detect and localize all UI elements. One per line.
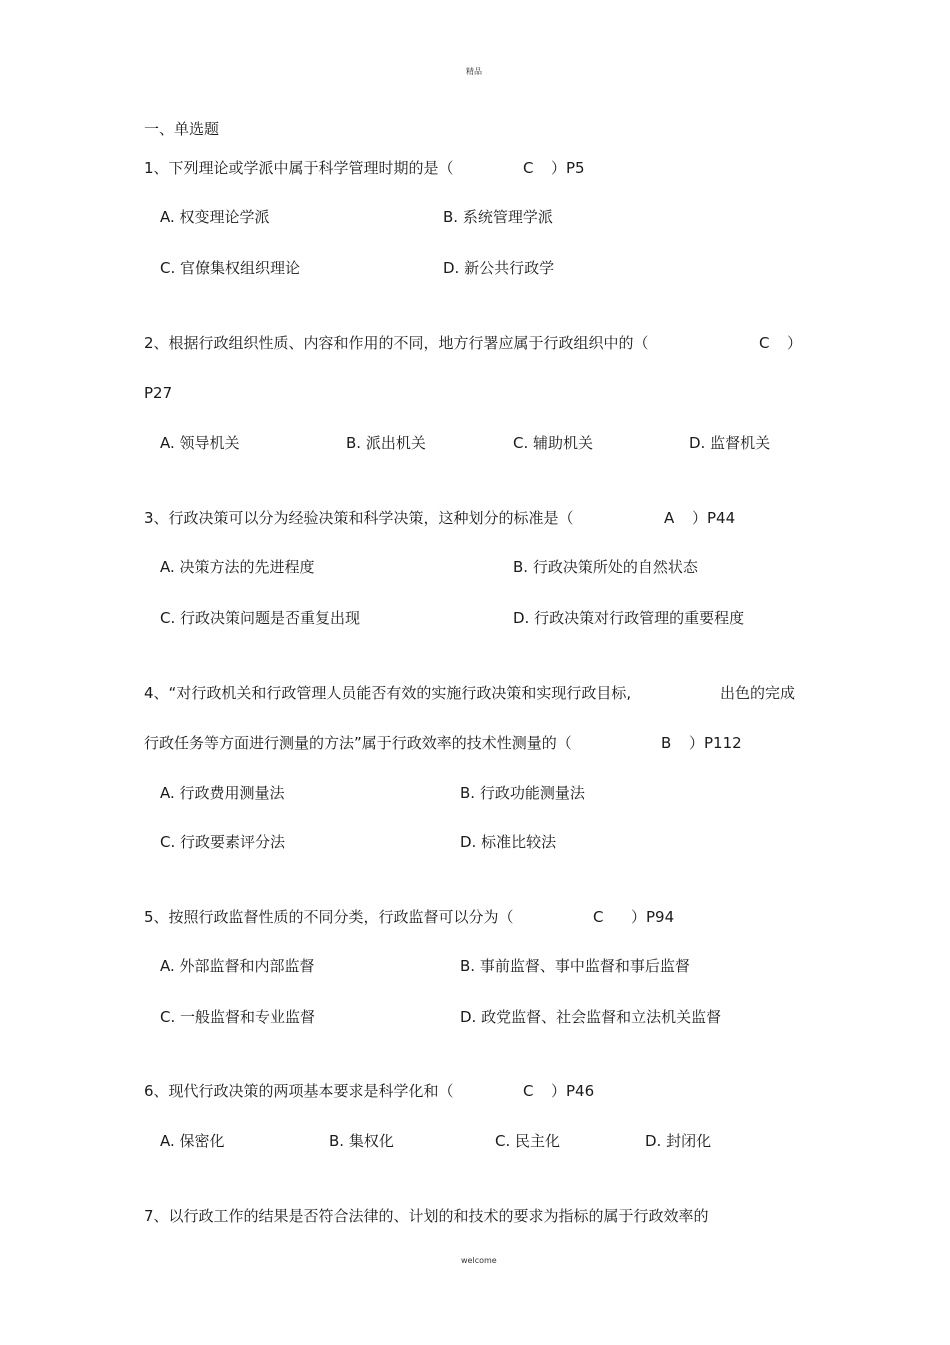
question-3-option-c: C. 行政决策问题是否重复出现 — [160, 609, 361, 627]
question-1-answer: C — [523, 159, 534, 177]
question-4-page-ref: ）P112 — [689, 734, 742, 752]
question-4-stem-cont: 行政任务等方面进行测量的方法”属于行政效率的技术性测量的（ — [144, 734, 572, 752]
question-6-stem: 6、现代行政决策的两项基本要求是科学化和（ — [144, 1082, 454, 1100]
question-4-option-d: D. 标准比较法 — [460, 833, 557, 851]
question-4-stem: 4、“对行政机关和行政管理人员能否有效的实施行政决策和实现行政目标, — [144, 684, 632, 702]
question-1-option-a: A. 权变理论学派 — [160, 208, 270, 226]
question-5-option-a: A. 外部监督和内部监督 — [160, 957, 315, 975]
question-2-option-d: D. 监督机关 — [689, 434, 771, 452]
question-5-page-ref: ）P94 — [631, 908, 675, 926]
question-3-option-b: B. 行政决策所处的自然状态 — [513, 558, 698, 576]
question-1-page-ref: ）P5 — [551, 159, 585, 177]
section-title: 一、单选题 — [144, 120, 220, 138]
question-stem-text: 1、下列理论或学派中属于科学管理时期的是（ — [144, 159, 454, 177]
question-4-option-a: A. 行政费用测量法 — [160, 784, 285, 802]
question-2-option-a: A. 领导机关 — [160, 434, 240, 452]
question-1-option-d: D. 新公共行政学 — [443, 259, 555, 277]
question-5-answer: C — [593, 908, 604, 926]
question-6-option-b: B. 集权化 — [329, 1132, 394, 1150]
question-3-option-d: D. 行政决策对行政管理的重要程度 — [513, 609, 745, 627]
question-6-answer: C — [523, 1082, 534, 1100]
question-4-option-c: C. 行政要素评分法 — [160, 833, 286, 851]
question-2-close: ） — [787, 334, 803, 352]
question-4-stem-tail: 出色的完成 — [720, 684, 796, 702]
question-6-option-d: D. 封闭化 — [645, 1132, 712, 1150]
question-2-option-b: B. 派出机关 — [346, 434, 426, 452]
question-1-option-c: C. 官僚集权组织理论 — [160, 259, 301, 277]
question-2-stem: 2、根据行政组织性质、内容和作用的不同，地方行署应属于行政组织中的（ — [144, 334, 649, 352]
question-3-stem: 3、行政决策可以分为经验决策和科学决策，这种划分的标准是（ — [144, 509, 574, 527]
question-1-stem — [144, 158, 454, 178]
page-footer: welcome — [461, 1256, 497, 1265]
question-3-answer: A — [664, 509, 675, 527]
question-2-page-ref: P27 — [144, 384, 173, 402]
question-3-page-ref: ）P44 — [692, 509, 736, 527]
question-1-option-b: B. 系统管理学派 — [443, 208, 553, 226]
question-5-option-c: C. 一般监督和专业监督 — [160, 1008, 316, 1026]
question-6-page-ref: ）P46 — [551, 1082, 595, 1100]
question-5-option-b: B. 事前监督、事中监督和事后监督 — [460, 957, 690, 975]
question-2-option-c: C. 辅助机关 — [513, 434, 594, 452]
question-4-option-b: B. 行政功能测量法 — [460, 784, 585, 802]
question-7-stem: 7、以行政工作的结果是否符合法律的、计划的和技术的要求为指标的属于行政效率的 — [144, 1207, 709, 1225]
question-4-answer: B — [661, 734, 672, 752]
question-5-stem: 5、按照行政监督性质的不同分类，行政监督可以分为（ — [144, 908, 514, 926]
question-5-option-d: D. 政党监督、社会监督和立法机关监督 — [460, 1008, 722, 1026]
question-3-option-a: A. 决策方法的先进程度 — [160, 558, 315, 576]
question-6-option-c: C. 民主化 — [495, 1132, 561, 1150]
question-2-answer: C — [759, 334, 770, 352]
question-6-option-a: A. 保密化 — [160, 1132, 225, 1150]
page-header: 精品 — [466, 67, 482, 76]
